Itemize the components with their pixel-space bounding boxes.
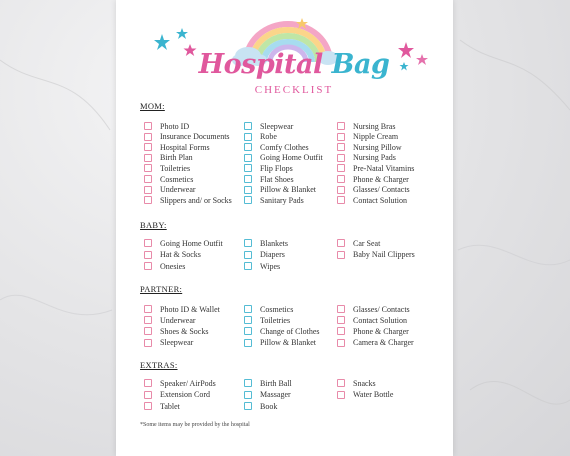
checklist-item[interactable] [244,174,294,184]
checklist-item[interactable] [144,185,196,195]
checklist-item[interactable] [144,142,210,152]
checkbox[interactable] [144,143,152,151]
checklist-item[interactable] [144,401,180,411]
checklist-item-label: Slippers and/ or Socks [160,195,232,205]
section-heading-baby: BABY: [140,220,167,230]
checklist-item[interactable] [337,132,398,142]
checklist-item[interactable] [144,390,210,400]
checklist-item[interactable] [244,261,280,271]
checkbox[interactable] [337,175,345,183]
checklist-item-label: Hospital Forms [160,142,210,152]
checklist-item-label: Sanitary Pads [260,195,304,205]
checkbox[interactable] [244,402,252,410]
checklist-item-label: Flat Shoes [260,174,294,184]
checklist-item-label: Phone & Charger [353,326,409,336]
checklist-item-label: Extension Cord [160,390,210,399]
checklist-item-label: Onesies [160,261,186,271]
checklist-item[interactable] [144,132,230,142]
checklist-item[interactable] [144,338,193,348]
checkbox[interactable] [244,305,252,313]
checklist-item[interactable] [144,163,190,173]
checkbox[interactable] [144,122,152,130]
checklist-item[interactable] [337,174,409,184]
checklist-item-label: Nursing Pads [353,153,396,163]
checklist-item-label: Nursing Pillow [353,142,402,152]
checklist-item-label: Baby Nail Clippers [353,250,415,259]
checklist-item[interactable] [144,174,193,184]
checkbox[interactable] [244,391,252,399]
checklist-item[interactable] [337,304,410,314]
checklist-item[interactable] [337,185,410,195]
checkbox[interactable] [244,316,252,324]
checklist-item[interactable] [144,238,223,248]
checklist-item[interactable] [244,390,291,400]
checkbox[interactable] [337,122,345,130]
checklist-item[interactable] [244,132,277,142]
checklist-item-label: Glasses/ Contacts [353,185,410,195]
checklist-item[interactable] [337,378,376,388]
checklist-item-label: Change of Clothes [260,326,320,336]
checkbox[interactable] [244,239,252,247]
header [116,0,453,100]
footnote: *Some items may be provided by the hospital [140,422,250,428]
page-subtitle: CHECKLIST [254,84,334,96]
checkbox[interactable] [144,175,152,183]
checkbox[interactable] [244,186,252,194]
checklist-item[interactable] [244,121,293,131]
checkbox[interactable] [244,251,252,259]
checkbox[interactable] [144,327,152,335]
checklist-item[interactable] [337,390,393,400]
checklist-item-label: Photo ID & Wallet [160,304,220,314]
checklist-page [116,0,453,456]
checklist-item-label: Wipes [260,261,281,271]
checklist-item-label: Phone & Charger [353,174,409,184]
checkbox[interactable] [144,133,152,141]
checklist-item[interactable] [244,195,304,205]
checklist-item[interactable] [244,185,316,195]
checklist-item-label: Robe [260,132,277,142]
checkbox[interactable] [244,164,252,172]
checklist-item-label: Insurance Documents [160,132,230,142]
checkbox[interactable] [244,122,252,130]
checklist-item-label: Shoes & Socks [160,326,209,336]
checkbox[interactable] [144,316,152,324]
checklist-item[interactable] [337,195,407,205]
checkbox[interactable] [244,154,252,162]
checkbox[interactable] [337,186,345,194]
checklist-item-label: Underwear [160,315,196,325]
checkbox[interactable] [337,316,345,324]
checklist-item[interactable] [337,238,380,248]
checklist-item-label: Nursing Bras [353,121,396,131]
checklist-item-label: Underwear [160,185,196,195]
checkbox[interactable] [144,239,152,247]
checklist-item-label: Water Bottle [353,390,394,399]
checklist-item-label: Book [260,401,278,411]
checklist-item[interactable] [244,326,320,336]
checklist-item-label: Cosmetics [260,304,294,314]
checklist-item[interactable] [144,261,185,271]
checkbox[interactable] [144,339,152,347]
section-heading-extras: EXTRAS: [140,360,178,370]
checkbox[interactable] [144,164,152,172]
checkbox[interactable] [337,339,345,347]
checkbox[interactable] [337,143,345,151]
checklist-item[interactable] [244,163,293,173]
checklist-item-label: Pillow & Blanket [260,338,316,348]
checkbox[interactable] [244,133,252,141]
checkbox[interactable] [337,133,345,141]
checklist-item[interactable] [144,195,232,205]
checklist-item-label: Glasses/ Contacts [353,304,410,314]
stars-right-icon [394,40,434,74]
checklist-item-label: Contact Solution [353,195,407,205]
checklist-item[interactable] [144,250,201,260]
checklist-item-label: Massager [260,390,291,399]
checkbox[interactable] [337,391,345,399]
checklist-item[interactable] [144,378,216,388]
checkbox[interactable] [337,239,345,247]
checklist-item-label: Toiletries [260,315,291,325]
checklist-item-label: Speaker/ AirPods [160,378,216,388]
checklist-item[interactable] [244,142,309,152]
checkbox[interactable] [244,143,252,151]
checklist-item[interactable] [244,401,277,411]
title-hospital: Hospital [198,49,332,80]
checklist-item-label: Sleepwear [160,338,194,348]
checkbox[interactable] [144,402,152,410]
checklist-item[interactable] [244,315,290,325]
checklist-item-label: Sleepwear [260,121,294,131]
checklist-item-label: Flip Flops [260,163,293,173]
checkbox[interactable] [244,196,252,204]
checklist-item[interactable] [244,238,288,248]
section-heading-partner: PARTNER: [140,284,183,294]
checkbox[interactable] [144,196,152,204]
checklist-item-label: Going Home Outfit [160,238,223,248]
checkbox[interactable] [144,379,152,387]
checklist-item-label: Blankets [260,238,288,248]
checkbox[interactable] [337,196,345,204]
checklist-item[interactable] [337,338,414,348]
checklist-item-label: Pillow & Blanket [260,185,316,195]
checklist-item[interactable] [244,250,285,260]
checklist-item-label: Birth Ball [260,378,292,388]
page-title [194,50,394,80]
title-bag: Bag [331,49,390,80]
checklist-item-label: Pre-Natal Vitamins [353,163,415,173]
checklist-item[interactable] [337,315,407,325]
section-heading-mom: MOM: [140,101,165,111]
checklist-item-label: Cosmetics [160,174,194,184]
checklist-item-label: Snacks [353,378,376,388]
checklist-item[interactable] [144,326,208,336]
checkbox[interactable] [337,154,345,162]
checkbox[interactable] [337,379,345,387]
checklist-item[interactable] [244,304,293,314]
checklist-item-label: Comfy Clothes [260,142,309,152]
checklist-item-label: Car Seat [353,238,381,248]
checklist-item[interactable] [337,142,402,152]
checklist-item-label: Toiletries [160,163,191,173]
checklist-item[interactable] [144,315,196,325]
checkbox[interactable] [244,327,252,335]
checkbox[interactable] [144,186,152,194]
checklist-item[interactable] [337,121,395,131]
checklist-item-label: Photo ID [160,121,190,131]
checkbox[interactable] [337,164,345,172]
checkbox[interactable] [144,154,152,162]
checklist-item[interactable] [144,153,193,163]
checklist-item[interactable] [244,378,292,388]
checklist-item[interactable] [337,250,415,260]
checkbox[interactable] [337,251,345,259]
checklist-item-label: Hat & Socks [160,250,201,259]
checklist-item-label: Going Home Outfit [260,153,323,163]
checkbox[interactable] [244,379,252,387]
checkbox[interactable] [144,262,152,270]
checklist-item[interactable] [244,338,316,348]
checkbox[interactable] [244,175,252,183]
checkbox[interactable] [244,339,252,347]
checkbox[interactable] [144,305,152,313]
checkbox[interactable] [244,262,252,270]
checklist-item-label: Nipple Cream [353,132,399,142]
checklist-item-label: Diapers [260,250,285,259]
checkbox[interactable] [337,305,345,313]
checkbox[interactable] [144,251,152,259]
checklist-item[interactable] [244,153,323,163]
checklist-item-label: Contact Solution [353,315,407,325]
checklist-item-label: Camera & Charger [353,338,414,348]
checkbox[interactable] [144,391,152,399]
checklist-item[interactable] [337,326,409,336]
checklist-item-label: Birth Plan [160,153,193,163]
checklist-item[interactable] [337,153,396,163]
checklist-item[interactable] [144,121,189,131]
checklist-item-label: Tablet [160,401,180,411]
checklist-item[interactable] [337,163,414,173]
checkbox[interactable] [337,327,345,335]
checklist-item[interactable] [144,304,220,314]
